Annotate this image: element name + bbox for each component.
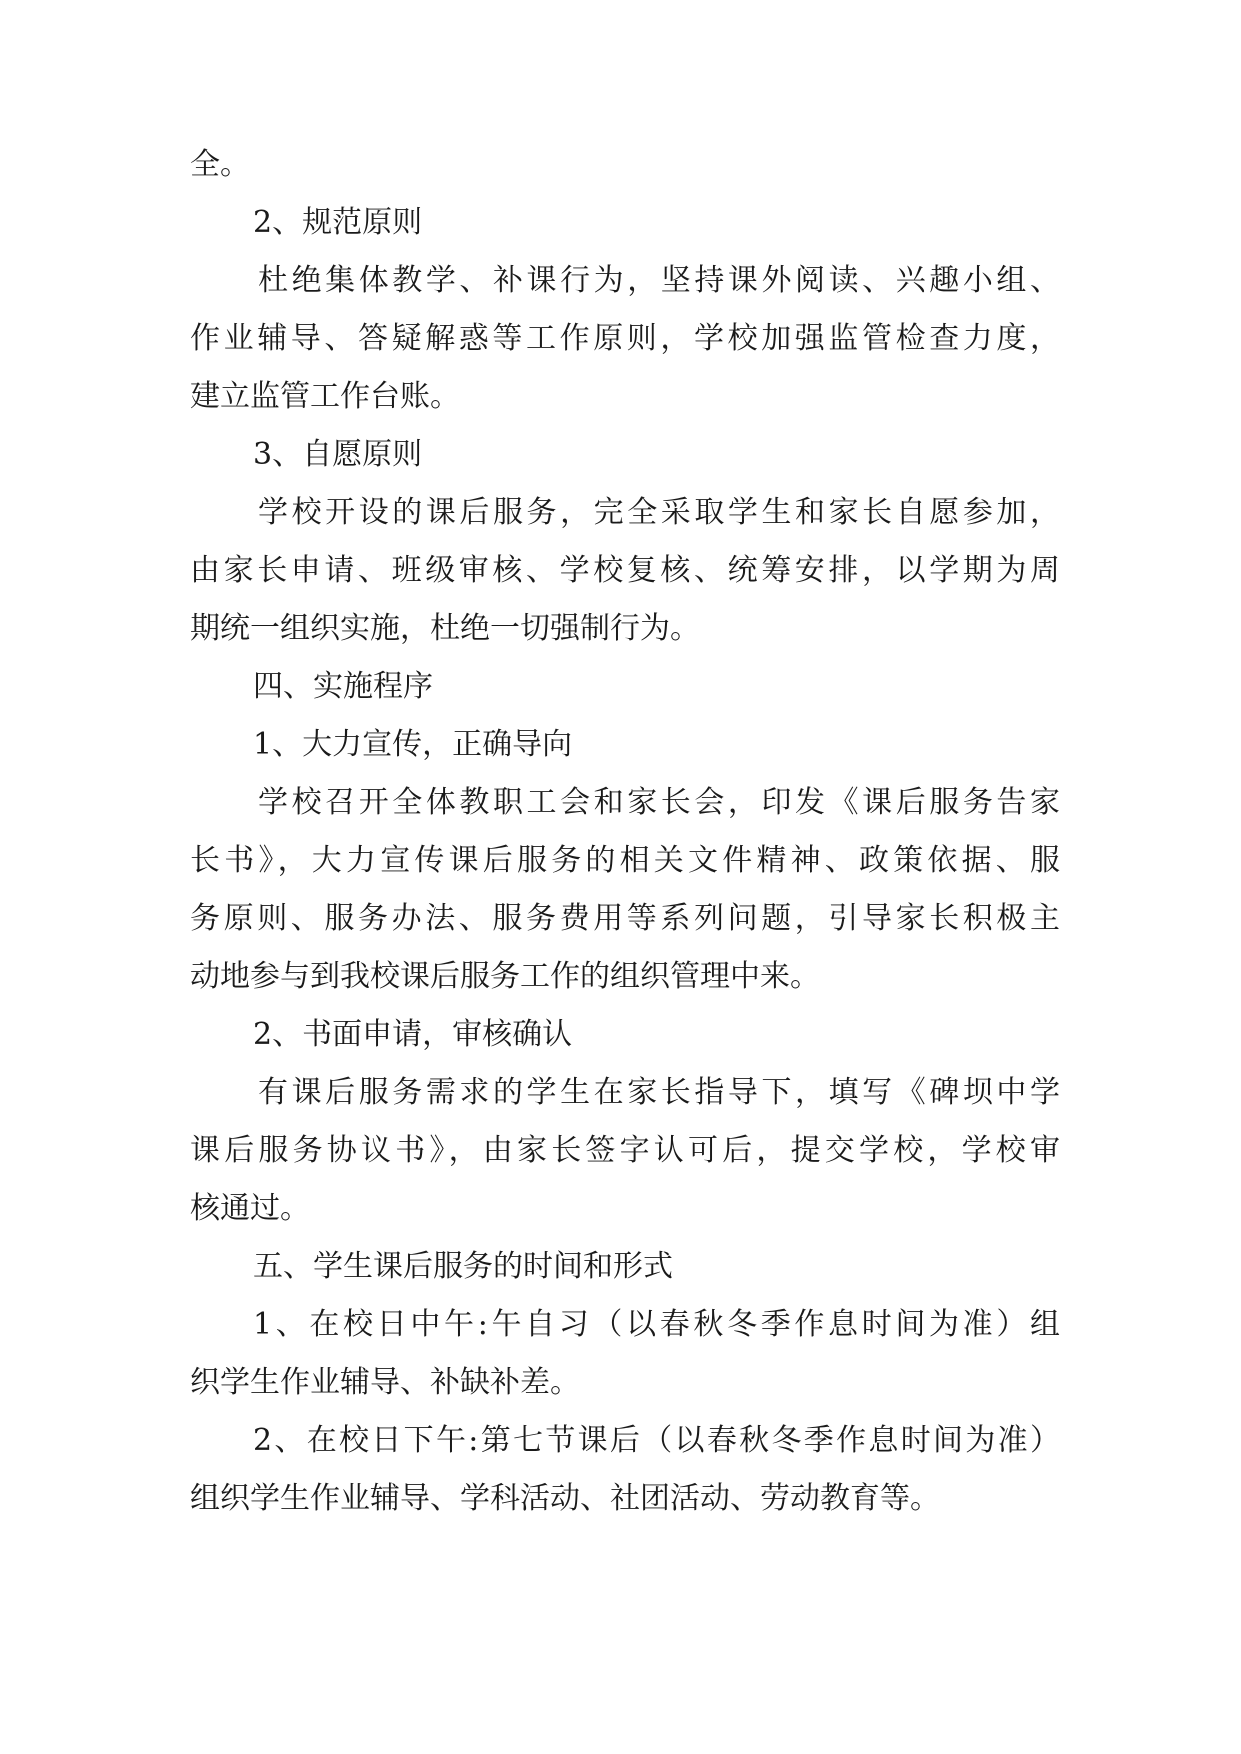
text-line-19: 核通过。 [190,1191,310,1226]
subsection-heading-application: 2、书面申请，审核确认 [253,1017,573,1052]
text-line-17: 有课后服务需求的学生在家长指导下，填写《碑坝中学 [258,1075,1060,1110]
text-line-23: 2、在校日下午:第七节课后（以春秋冬季作息时间为准） [253,1423,1060,1458]
text-line-18: 课后服务协议书》，由家长签字认可后，提交学校，学校审 [190,1133,1060,1168]
text-line-7: 学校开设的课后服务，完全采取学生和家长自愿参加， [258,495,1060,530]
text-line-14: 务原则、服务办法、服务费用等系列问题，引导家长积极主 [190,901,1060,936]
text-line-24: 组织学生作业辅导、学科活动、社团活动、劳动教育等。 [190,1481,940,1516]
section-heading-procedure: 四、实施程序 [253,669,433,704]
text-line-8: 由家长申请、班级审核、学校复核、统筹安排，以学期为周 [190,553,1060,588]
text-line-22: 织学生作业辅导、补缺补差。 [190,1365,580,1400]
text-line-15: 动地参与到我校课后服务工作的组织管理中来。 [190,959,820,994]
text-line-21: 1、在校日中午:午自习（以春秋冬季作息时间为准）组 [253,1307,1060,1342]
text-line-3: 杜绝集体教学、补课行为，坚持课外阅读、兴趣小组、 [258,263,1060,298]
section-heading-normative: 2、规范原则 [253,205,423,240]
text-line-12: 学校召开全体教职工会和家长会，印发《课后服务告家 [258,785,1060,820]
text-line-13: 长书》，大力宣传课后服务的相关文件精神、政策依据、服 [190,843,1060,878]
section-heading-time-form: 五、学生课后服务的时间和形式 [253,1249,673,1284]
subsection-heading-publicity: 1、大力宣传，正确导向 [253,727,573,762]
text-line-4: 作业辅导、答疑解惑等工作原则，学校加强监管检查力度， [190,321,1060,356]
text-line-1: 全。 [190,147,250,182]
text-line-5: 建立监管工作台账。 [190,379,460,414]
section-heading-voluntary: 3、自愿原则 [253,437,423,472]
text-line-9: 期统一组织实施，杜绝一切强制行为。 [190,611,700,646]
